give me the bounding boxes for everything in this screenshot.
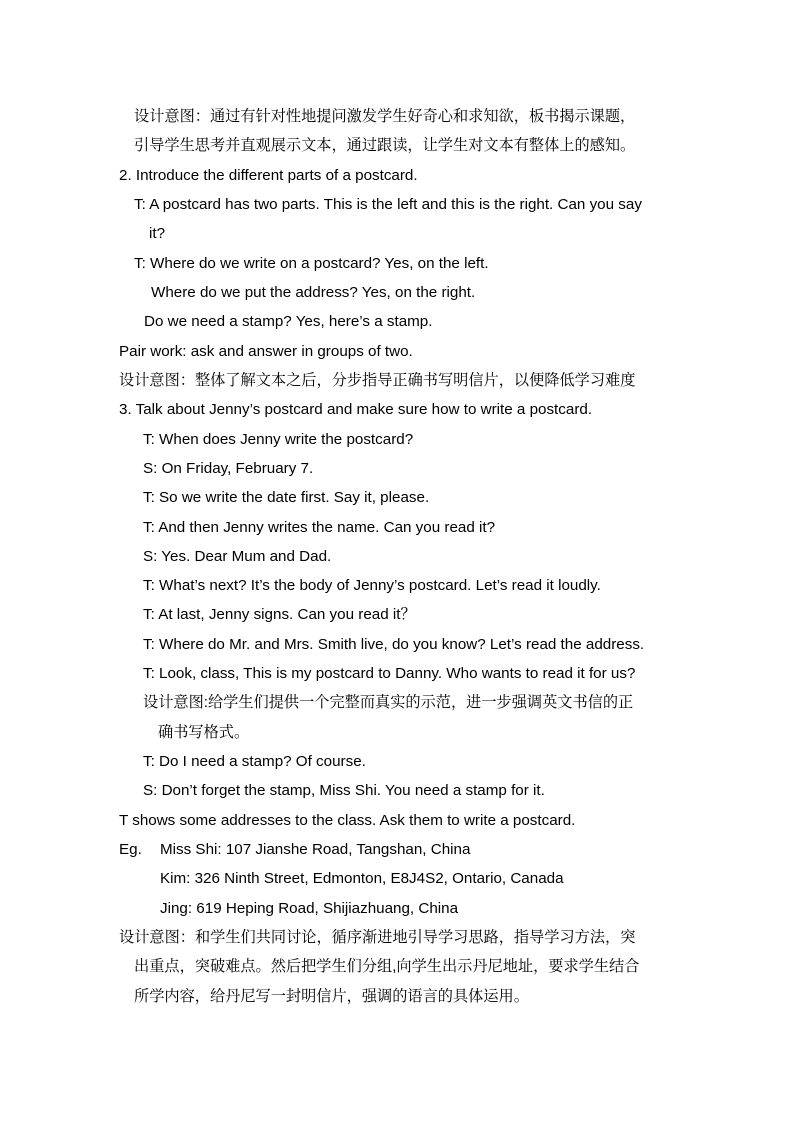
- dialogue-line: S: On Friday, February 7.: [143, 460, 314, 477]
- dialogue-line: T: So we write the date first. Say it, please.: [143, 489, 430, 506]
- dialogue-line: Where do we put the address? Yes, on the right.: [151, 284, 476, 301]
- design-intent-2-line: 设计意图：整体了解文本之后，分步指导正确书写明信片，以便降低学习难度: [119, 372, 636, 389]
- dialogue-line: T: A postcard has two parts. This is the left and this is the right. Can you say: [134, 196, 642, 213]
- design-intent-3-line-2: 确书写格式。: [158, 724, 250, 741]
- dialogue-line: T: At last, Jenny signs. Can you read it？: [143, 606, 416, 623]
- instruction-line: T shows some addresses to the class. Ask them to write a postcard.: [119, 812, 576, 829]
- design-intent-1-line-1: 设计意图：通过有针对性地提问激发学生好奇心和求知欲，板书揭示课题，: [134, 108, 636, 125]
- pair-work-line: Pair work: ask and answer in groups of two.: [119, 343, 413, 360]
- design-intent-4-line-3: 所学内容，给丹尼写一封明信片，强调的语言的具体运用。: [134, 988, 529, 1005]
- example-label: Eg.: [119, 841, 142, 858]
- design-intent-4-line-1: 设计意图：和学生们共同讨论，循序渐进地引导学习思路，指导学习方法，突: [119, 929, 636, 946]
- dialogue-line: T: What’s next? It’s the body of Jenny’s postcard. Let’s read it loudly.: [143, 577, 601, 594]
- dialogue-line: T: Do I need a stamp? Of course.: [143, 753, 366, 770]
- dialogue-line: T: When does Jenny write the postcard?: [143, 431, 414, 448]
- dialogue-line: T: Look, class, This is my postcard to Danny. Who wants to read it for us?: [143, 665, 636, 682]
- dialogue-line: T: Where do Mr. and Mrs. Smith live, do you know? Let’s read the address.: [143, 636, 645, 653]
- dialogue-line: Do we need a stamp? Yes, here’s a stamp.: [144, 313, 433, 330]
- step-2-heading: 2. Introduce the different parts of a postcard.: [119, 167, 418, 184]
- example-address: Jing: 619 Heping Road, Shijiazhuang, China: [160, 900, 459, 917]
- example-address: Kim: 326 Ninth Street, Edmonton, E8J4S2, Ontario, Canada: [160, 870, 564, 887]
- dialogue-line-continuation: it?: [149, 225, 166, 242]
- dialogue-line: S: Don’t forget the stamp, Miss Shi. You need a stamp for it.: [143, 782, 545, 799]
- design-intent-4-line-2: 出重点，突破难点。然后把学生们分组,向学生出示丹尼地址，要求学生结合: [134, 958, 640, 975]
- dialogue-line: T: Where do we write on a postcard? Yes, on the left.: [134, 255, 489, 272]
- dialogue-line: T: And then Jenny writes the name. Can you read it?: [143, 519, 496, 536]
- design-intent-3-line-1: 设计意图:给学生们提供一个完整而真实的示范，进一步强调英文书信的正: [143, 694, 634, 711]
- dialogue-line: S: Yes. Dear Mum and Dad.: [143, 548, 332, 565]
- step-3-heading: 3. Talk about Jenny’s postcard and make sure how to write a postcard.: [119, 401, 593, 418]
- example-address: Miss Shi: 107 Jianshe Road, Tangshan, China: [160, 841, 471, 858]
- design-intent-1-line-2: 引导学生思考并直观展示文本，通过跟读，让学生对文本有整体上的感知。: [134, 137, 636, 154]
